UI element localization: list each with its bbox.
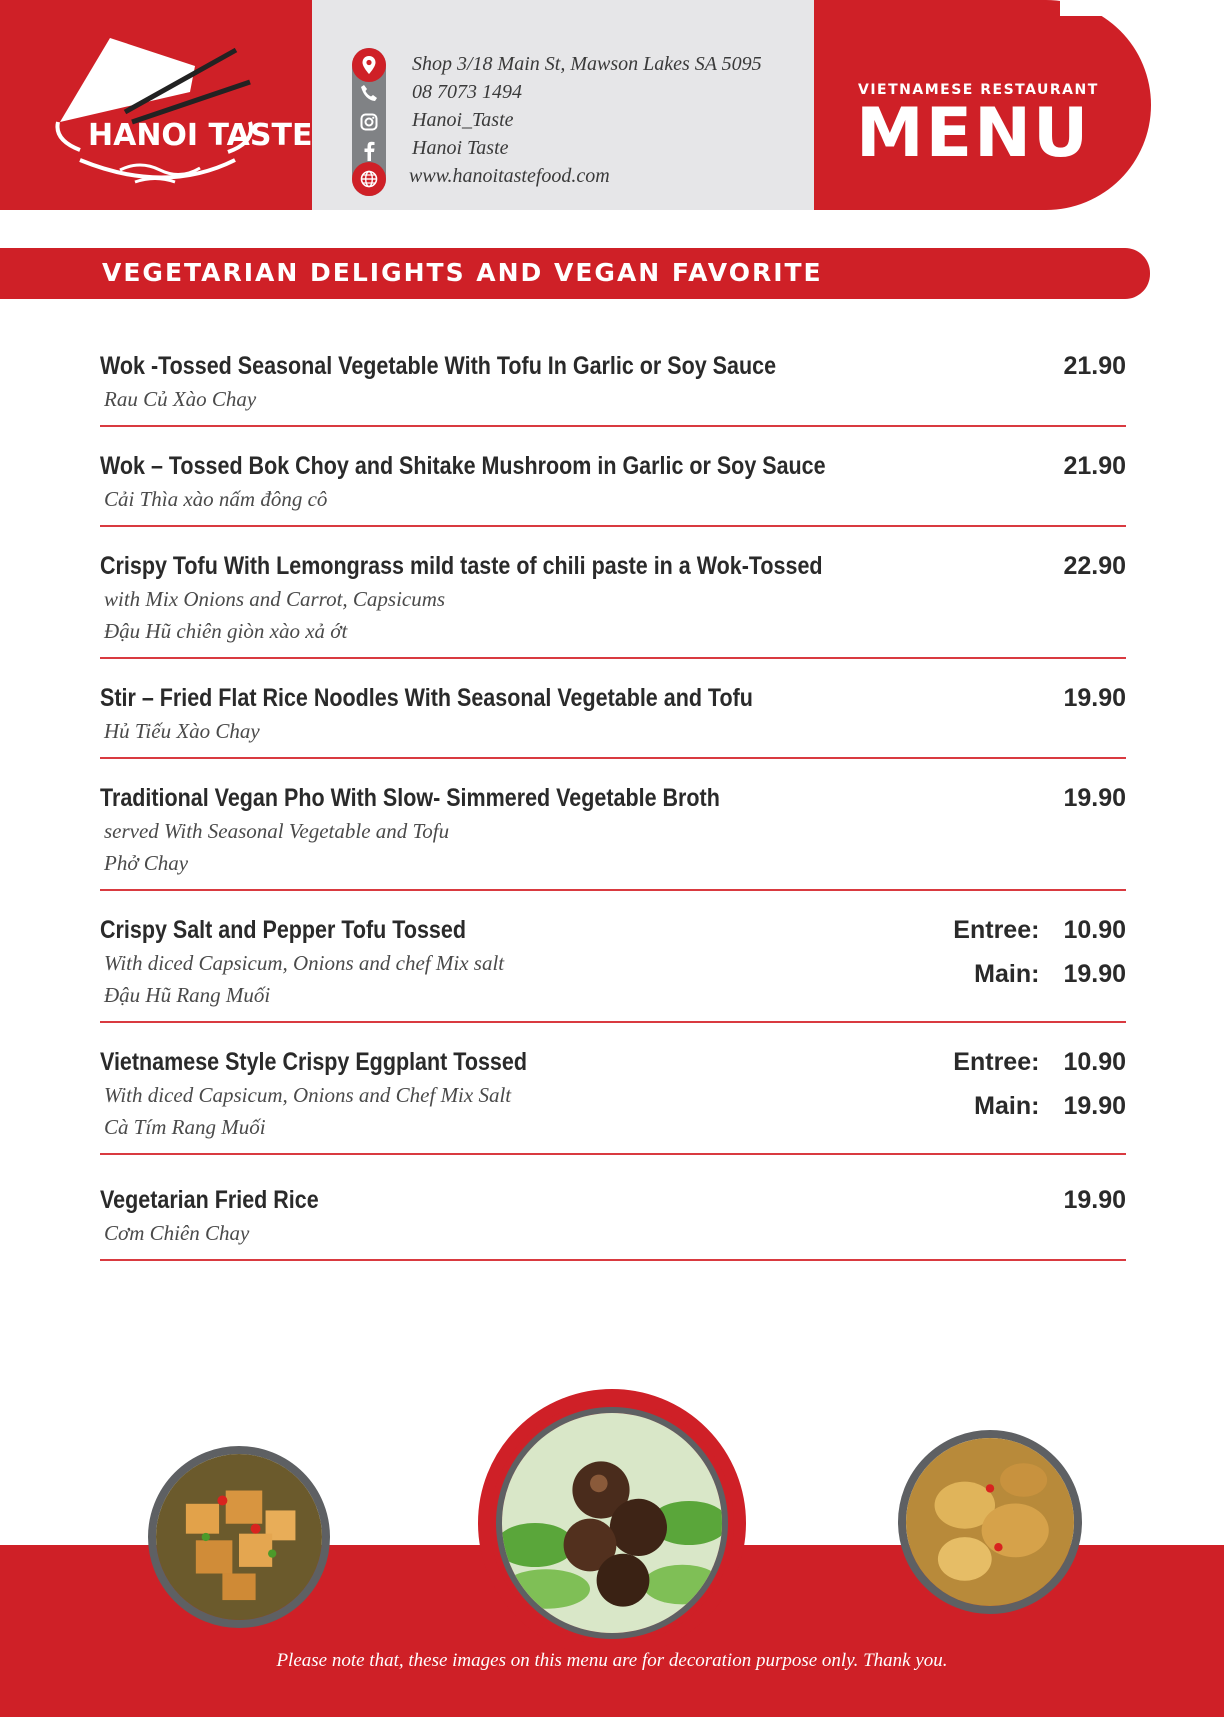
contact-website[interactable]: www.hanoitastefood.com xyxy=(409,165,610,187)
item-description: Cơm Chiên Chay xyxy=(104,1221,250,1245)
menu-title: MENU xyxy=(856,94,1091,173)
contact-instagram: Hanoi_Taste xyxy=(412,109,514,131)
logo-block xyxy=(0,0,312,210)
item-name: Stir – Fried Flat Rice Noodles With Seasonal Vegetable and Tofu xyxy=(100,684,753,712)
menu-item xyxy=(100,909,1126,1023)
phone-icon xyxy=(352,79,386,107)
item-name: Crispy Tofu With Lemongrass mild taste of chili paste in a Wok-Tossed xyxy=(100,552,823,580)
item-name: Vietnamese Style Crispy Eggplant Tossed xyxy=(100,1048,527,1076)
item-vietnamese-name: Cà Tím Rang Muối xyxy=(104,1115,266,1139)
globe-icon xyxy=(352,165,386,193)
item-name: Wok – Tossed Bok Choy and Shitake Mushroom in Garlic or Soy Sauce xyxy=(100,452,826,480)
contact-address: Shop 3/18 Main St, Mawson Lakes SA 5095 xyxy=(412,53,762,75)
section-title: VEGETARIAN DELIGHTS AND VEGAN FAVORITE xyxy=(102,258,823,287)
logo-text: HANOI TASTE xyxy=(88,118,313,153)
item-price: 19.90 xyxy=(1063,1186,1126,1214)
menu-item xyxy=(100,545,1126,659)
contact-panel xyxy=(312,0,814,210)
eggplant-dish-photo xyxy=(898,1430,1082,1614)
item-description: With diced Capsicum, Onions and Chef Mix Salt xyxy=(104,1083,512,1107)
contact-phone: 08 7073 1494 xyxy=(412,81,522,103)
item-name: Traditional Vegan Pho With Slow- Simmered Vegetable Broth xyxy=(100,784,720,812)
main-price: 19.90 xyxy=(1063,960,1126,988)
logo-icon xyxy=(50,30,280,190)
menu-item xyxy=(100,1179,1126,1261)
footer-note: Please note that, these images on this menu are for decoration purpose only. Thank you. xyxy=(276,1650,948,1671)
item-price: 19.90 xyxy=(1063,684,1126,712)
bok-choy-mushroom-photo xyxy=(478,1389,746,1657)
contact-facebook: Hanoi Taste xyxy=(412,137,509,159)
item-vietnamese-name: Phở Chay xyxy=(104,851,189,875)
item-description: Hủ Tiếu Xào Chay xyxy=(104,719,260,743)
item-description: With diced Capsicum, Onions and chef Mix salt xyxy=(104,951,505,975)
menu-title-block xyxy=(814,0,1151,210)
item-name: Crispy Salt and Pepper Tofu Tossed xyxy=(100,916,466,944)
instagram-icon xyxy=(352,108,386,136)
entree-label: Entree: xyxy=(953,916,1040,944)
location-pin-icon xyxy=(352,51,386,79)
contact-icon-strip xyxy=(352,48,386,196)
tofu-dish-photo xyxy=(148,1446,330,1628)
item-vietnamese-name: Đậu Hũ Rang Muối xyxy=(104,983,271,1007)
menu-item xyxy=(100,677,1126,759)
facebook-icon xyxy=(352,137,386,165)
item-name: Wok -Tossed Seasonal Vegetable With Tofu In Garlic or Soy Sauce xyxy=(100,352,777,380)
menu-list xyxy=(100,345,1126,1279)
main-price: 19.90 xyxy=(1063,1092,1126,1120)
menu-item xyxy=(100,345,1126,427)
item-description: served With Seasonal Vegetable and Tofu xyxy=(104,819,450,843)
entree-price: 10.90 xyxy=(1063,916,1126,944)
item-name: Vegetarian Fried Rice xyxy=(100,1186,319,1214)
item-description: with Mix Onions and Carrot, Capsicums xyxy=(104,587,446,611)
section-banner xyxy=(0,248,1150,299)
item-description: Rau Củ Xào Chay xyxy=(104,387,257,411)
item-price: 19.90 xyxy=(1063,784,1126,812)
restaurant-subtitle: VIETNAMESE RESTAURANT xyxy=(858,82,1099,98)
main-label: Main: xyxy=(974,1092,1040,1120)
entree-label: Entree: xyxy=(953,1048,1040,1076)
menu-item xyxy=(100,777,1126,891)
main-label: Main: xyxy=(974,960,1040,988)
entree-price: 10.90 xyxy=(1063,1048,1126,1076)
item-price: 22.90 xyxy=(1063,552,1126,580)
menu-item xyxy=(100,445,1126,527)
item-price: 21.90 xyxy=(1063,352,1126,380)
menu-item xyxy=(100,1041,1126,1155)
item-description: Cải Thìa xào nấm đông cô xyxy=(104,487,328,511)
item-price: 21.90 xyxy=(1063,452,1126,480)
item-vietnamese-name: Đậu Hũ chiên giòn xào xả ớt xyxy=(104,619,348,643)
